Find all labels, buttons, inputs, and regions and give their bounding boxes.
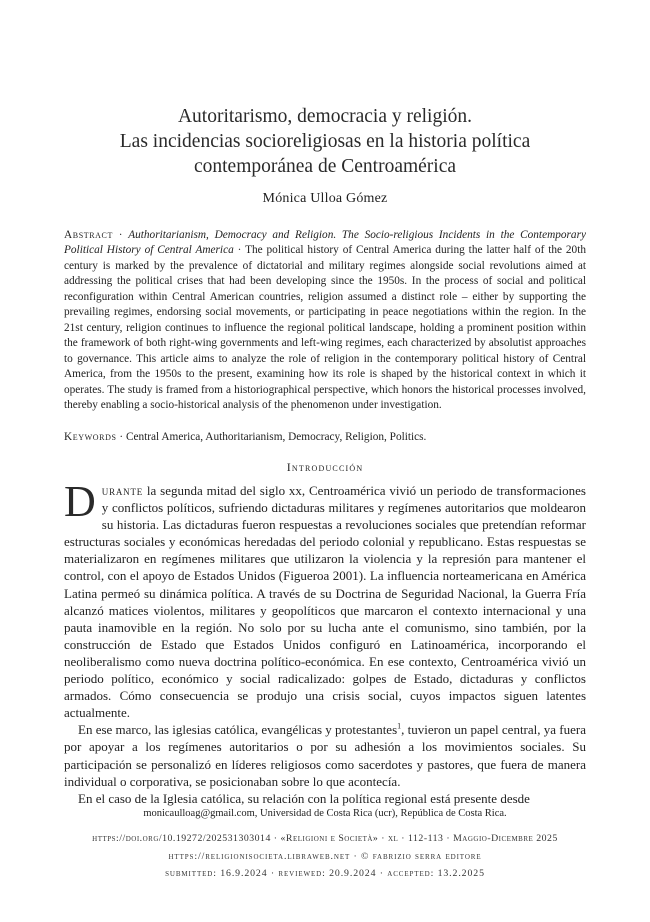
- paragraph-1-text: la segunda mitad del siglo xx, Centroamérica vivió un periodo de transformaciones y conflictos políticos, sufriendo dictaduras militares y regímenes autoritarios que moldearon su historia. Las dictaduras fueron respuestas a revoluciones sociales que pretendían reformar estructuras sociales y económicas heredadas del periodo colonial y republicano. Estas respuestas se materializaron en regímenes militares que utilizaron la violencia y la represión para mantener el control, con el apoyo de Estados Unidos (Figueroa 2001). La influencia norteamericana en América Latina permeó su dinámica política. A través de su Doctrina de Seguridad Nacional, la Guerra Fría alcanzó matices violentos, militares y geopolíticos que marcaron el contexto internacional y una pauta inamovible en la región. No solo por su lucha ante el comunismo, sino también, por la construcción de Estado que Estados Unidos configuró en Latinoamérica, incorporando el neoliberalismo como nueva doctrina político-económica. En ese contexto, Centroamérica vivió un periodo político, económico y social radicalizado: golpes de Estado, dictaduras y conflictos armados. Cómo consecuencia se produjo una crisis social, cuyos impactos siguen latentes actualmente.: [64, 483, 586, 721]
- abstract-separator: ·: [112, 229, 129, 241]
- article-title: [60, 104, 590, 179]
- drop-cap: D: [64, 477, 96, 526]
- body-paragraph-2: [64, 721, 586, 789]
- publisher-footer-line[interactable]: https://religionisocieta.libraweb.net · © fabrizio serra editore: [168, 851, 482, 862]
- paragraph-2-text-b: , tuvieron un papel central, ya fuera por apoyar a los regímenes autoritarios o por su adhesión a los movimientos sociales. Su participación se personalizó en líderes religiosos como sacerdotes y pastores, que fuera de manera individual o corporativa, se posicionaban sobre lo que acontecía.: [64, 722, 586, 789]
- title-line-1: Autoritarismo, democracia y religión.: [177, 106, 473, 127]
- title-line-3: contemporánea de Centroamérica: [193, 156, 457, 177]
- abstract-english-title: Authoritarianism, Democracy and Religion. The Socio-religious Incidents in the Contemporary Political History of Central America: [64, 229, 586, 257]
- section-heading: Introducción: [286, 460, 364, 474]
- abstract-text: · The political history of Central America during the latter half of the 20th century is marked by the prevalence of dictatorial and military regimes alongside social revolutions aimed at addressing the political crises that had been developing since the 1950s. In the process of social and political reconfiguration within Central American countries, religion assumed a distinct role – either by supporting the prevailing regimes, endorsing social movements, or participating in peace negotiations within the region. In the 21st century, religion continues to influence the regional political landscape, holding a prominent position within the framework of both right-wing governments and left-wing regimes, each characterized by absolutist approaches to governance. This article aims to analyze the role of religion in the contemporary political history of Central America, from the 1950s to the present, examining how its role is shaped by the historical context in which it operates. The study is framed from a historiographical perspective, which honors the historical processes involved, thereby enabling a socio-historical analysis of the phenomenon under investigation.: [64, 244, 586, 411]
- paragraph-2-text-a: En ese marco, las iglesias católica, evangélicas y protestantes: [78, 722, 398, 738]
- abstract: [64, 228, 586, 413]
- keywords-separator: ·: [116, 431, 126, 443]
- article-author: Mónica Ulloa Gómez: [262, 191, 388, 206]
- title-line-2: Las incidencias socioreligiosas en la historia política: [119, 131, 531, 152]
- body-paragraph-1: [64, 477, 586, 721]
- author-contact-note: monicaulloag@gmail.com, Universidad de Costa Rica (ucr), República de Costa Rica.: [143, 808, 507, 819]
- abstract-label: Abstract: [64, 229, 113, 241]
- keywords-text: Central America, Authoritarianism, Democracy, Religion, Politics.: [125, 431, 427, 443]
- article-body: [64, 477, 586, 807]
- dates-footer-line: submitted: 16.9.2024 · reviewed: 20.9.2024 · accepted: 13.2.2025: [165, 868, 485, 879]
- doi-footer-line[interactable]: https://doi.org/10.19272/202531303014 · «Religioni e Società» · xl · 112-113 · Maggio-Dicembre 2025: [92, 833, 558, 844]
- keywords: [64, 430, 586, 445]
- opening-word: urante: [101, 483, 144, 498]
- body-paragraph-3: [64, 790, 586, 807]
- footnote-marker[interactable]: 1: [397, 721, 402, 731]
- keywords-label: Keywords: [64, 431, 117, 443]
- paragraph-3-text: En el caso de la Iglesia católica, su relación con la política regional está presente desde: [78, 790, 530, 806]
